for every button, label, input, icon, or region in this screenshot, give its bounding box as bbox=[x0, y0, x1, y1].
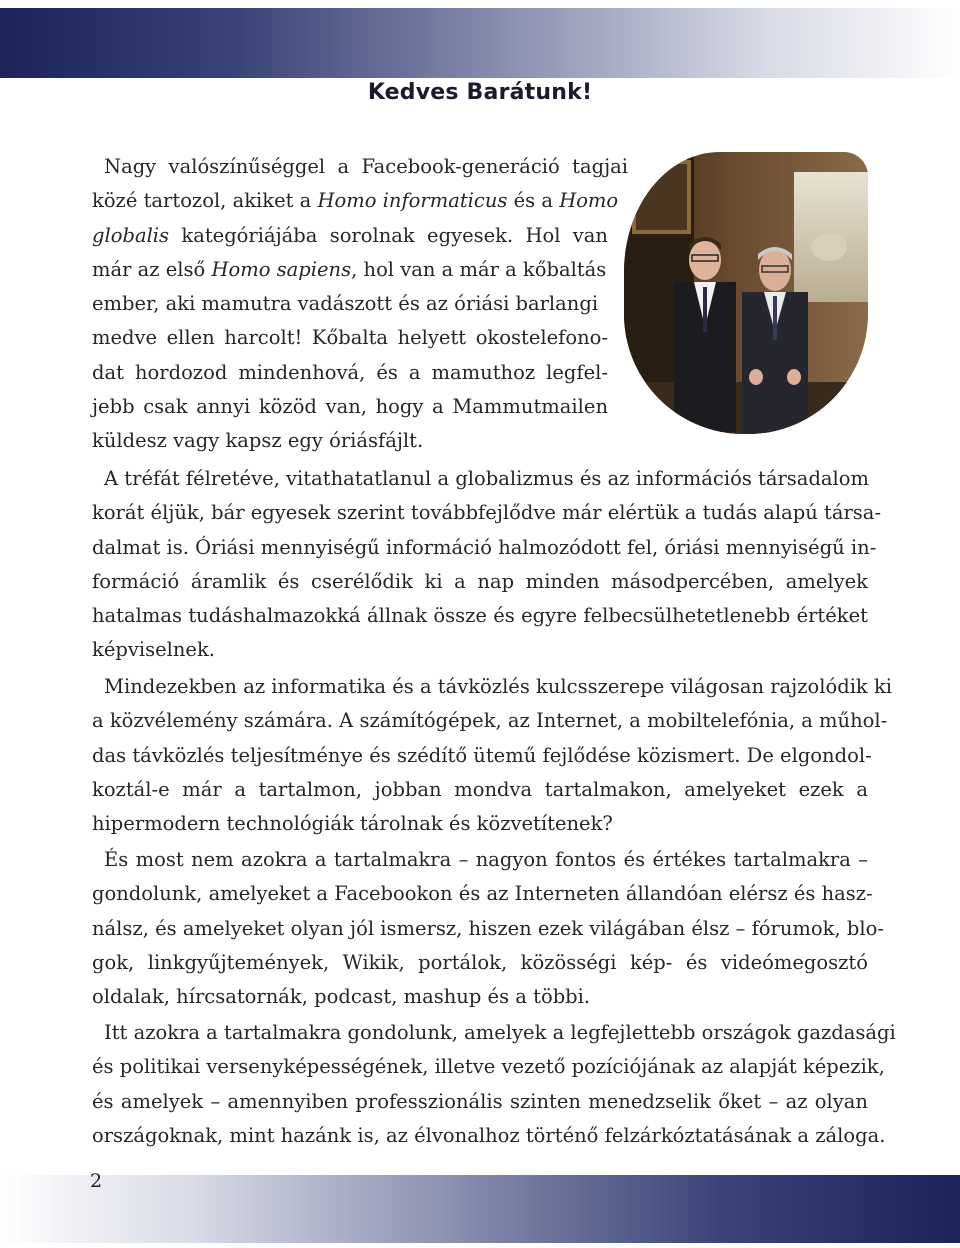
text-line: nálsz, és amelyeket olyan jól ismersz, hiszen ezek világában élsz – fórumok, blo- bbox=[92, 916, 884, 940]
text-line: küldesz vagy kapsz egy óriásfájlt. bbox=[92, 429, 424, 453]
text-line: képviselnek. bbox=[92, 638, 215, 662]
text-line: és politikai versenyképességének, illetve vezető pozíciójának az alapját képezik, bbox=[92, 1055, 885, 1079]
text-line: jebb csak annyi közöd van, hogy a Mammutmailen bbox=[92, 395, 608, 419]
text-line: Nagy valószínűséggel a Facebook-generáció tagjai bbox=[104, 155, 628, 178]
text-line: közé tartozol, akiket a Homo informaticus és a Homo bbox=[92, 189, 619, 213]
footer-gradient-band bbox=[0, 1175, 960, 1243]
text-line: És most nem azokra a tartalmakra – nagyon fontos és értékes tartalmakra – bbox=[104, 848, 868, 871]
text-line: és amelyek – amennyiben professzionális szinten menedzselik őket – az olyan bbox=[92, 1089, 868, 1113]
text-line: medve ellen harcolt! Kőbalta helyett okostelefono- bbox=[92, 326, 608, 350]
paragraph-competitiveness bbox=[92, 1016, 896, 1153]
text-line: ember, aki mamutra vadászott és az óriási barlangi bbox=[92, 292, 599, 316]
page-number: 2 bbox=[90, 1170, 103, 1192]
text-line: koztál-e már a tartalmon, jobban mondva tartalmakon, amelyeket ezek a bbox=[92, 777, 868, 801]
text-line: Mindezekben az informatika és a távközlés kulcsszerepe világosan rajzolódik ki bbox=[104, 675, 892, 698]
text-line: a közvélemény számára. A számítógépek, az Internet, a mobiltelefónia, a műhol- bbox=[92, 709, 888, 733]
text-line: országoknak, mint hazánk is, az élvonalhoz történő felzárkóztatásának a záloga. bbox=[92, 1123, 886, 1147]
paragraph-intro bbox=[92, 150, 868, 459]
text-line: dat hordozod mindenhová, és a mamuthoz legfel- bbox=[92, 360, 608, 384]
text-line: formáció áramlik és cserélődik ki a nap minden másodpercében, amelyek bbox=[92, 569, 868, 593]
text-line: globalis kategóriájába sorolnak egyesek. Hol van bbox=[92, 223, 608, 247]
text-line: már az első Homo sapiens, hol van a már a kőbaltás bbox=[92, 257, 607, 281]
text-line: hatalmas tudáshalmazokká állnak össze és egyre felbecsülhetetlenebb értéket bbox=[92, 604, 868, 628]
text-line: hipermodern technológiák tárolnak és közvetítenek? bbox=[92, 812, 613, 836]
paragraph-globalism bbox=[92, 462, 882, 668]
header-gradient-band bbox=[0, 8, 960, 78]
text-line: oldalak, hírcsatornák, podcast, mashup és a többi. bbox=[92, 985, 591, 1009]
page-title: Kedves Barátunk! bbox=[367, 80, 593, 105]
text-line: gok, linkgyűjtemények, Wikik, portálok, közösségi kép- és videómegosztó bbox=[92, 950, 868, 974]
text-line: gondolunk, amelyeket a Facebookon és az Interneten állandóan elérsz és hasz- bbox=[92, 882, 873, 906]
text-line: das távközlés teljesítménye és szédítő ütemű fejlődése közismert. De elgondol- bbox=[92, 743, 872, 767]
text-line: A tréfát félretéve, vitathatatlanul a globalizmus és az információs társadalom bbox=[104, 467, 870, 490]
text-line: dalmat is. Óriási mennyiségű információ halmozódott fel, óriási mennyiségű in- bbox=[92, 535, 877, 559]
paragraph-contents bbox=[92, 843, 884, 1014]
text-line: Itt azokra a tartalmakra gondolunk, amelyek a legfejlettebb országok gazdasági bbox=[104, 1021, 896, 1044]
text-line: korát éljük, bár egyesek szerint továbbfejlődve már elértük a tudás alapú társa- bbox=[92, 501, 882, 525]
paragraph-informatics bbox=[92, 670, 892, 841]
